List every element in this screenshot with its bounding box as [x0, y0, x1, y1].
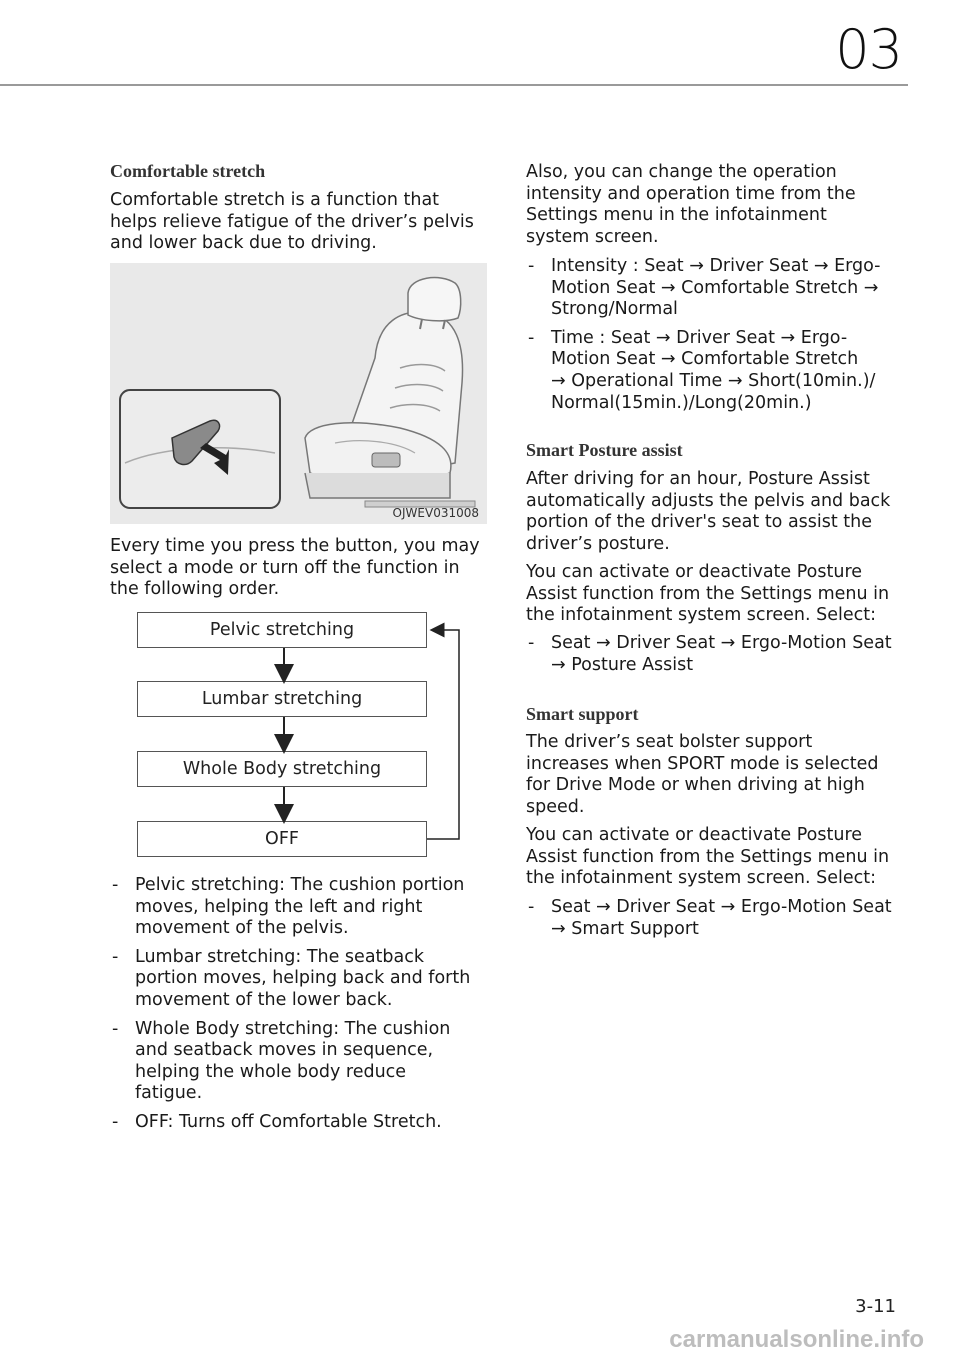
item-line: movement of the pelvis. — [135, 918, 349, 939]
item-line: Lumbar stretching: The seatback — [135, 946, 424, 967]
posture-line: driver’s posture. — [526, 533, 670, 554]
stretch-mode-flowchart — [137, 612, 467, 862]
posture-line: Assist function from the Settings menu in — [526, 583, 890, 604]
seat-illustration — [110, 263, 487, 524]
section-heading-smart-support: Smart support — [526, 704, 639, 724]
item-line: Motion Seat → Comfortable Stretch → — [551, 277, 879, 298]
section-heading-comfortable-stretch: Comfortable stretch — [110, 161, 266, 181]
support-select-path — [526, 897, 931, 940]
item-line: Strong/Normal — [551, 299, 678, 320]
list-item — [110, 947, 490, 1012]
support-line: the infotainment system screen. Select: — [526, 868, 876, 889]
header-rule — [0, 84, 908, 86]
posture-line: portion of the driver's seat to assist the — [526, 512, 873, 533]
item-line: fatigue. — [135, 1083, 203, 1104]
item-line: Motion Seat → Comfortable Stretch — [551, 349, 859, 370]
posture-select-path — [526, 633, 931, 676]
item-line: Seat → Driver Seat → Ergo-Motion Seat — [551, 897, 892, 917]
intro-line: Comfortable stretch is a function that — [110, 190, 440, 210]
posture-line: the infotainment system screen. Select: — [526, 605, 876, 626]
list-dash: - — [112, 1018, 119, 1039]
comfortable-stretch-intro — [110, 190, 490, 255]
figure-code: OJWEV031008 — [392, 506, 479, 520]
list-item — [110, 1019, 490, 1105]
posture-text-1 — [526, 469, 911, 555]
watermark: carmanualsonline.info — [669, 1326, 924, 1353]
support-line: You can activate or deactivate Posture — [526, 825, 863, 845]
posture-line: You can activate or deactivate Posture — [526, 562, 863, 582]
select-line: the following order. — [110, 579, 280, 600]
item-line: Pelvic stretching: The cushion portion — [135, 875, 465, 895]
list-dash: - — [112, 946, 119, 967]
list-dash: - — [112, 875, 119, 895]
also-line: Settings menu in the infotainment — [526, 205, 827, 226]
item-line: Time : Seat → Driver Seat → Ergo- — [551, 327, 848, 348]
seat-drawing — [110, 263, 487, 524]
support-line: The driver’s seat bolster support — [526, 732, 813, 752]
list-dash: - — [528, 327, 535, 348]
list-item — [110, 875, 490, 940]
support-text-1 — [526, 732, 911, 818]
also-line: system screen. — [526, 226, 659, 247]
list-dash: - — [528, 633, 535, 653]
select-line: select a mode or turn off the function in — [110, 557, 460, 578]
list-dash: - — [528, 897, 535, 917]
item-line: Intensity : Seat → Driver Seat → Ergo- — [551, 256, 881, 276]
flow-arrow-loop-back — [427, 630, 459, 839]
item-line: portion moves, helping back and forth — [135, 968, 471, 989]
list-dash: - — [528, 256, 535, 276]
item-line: movement of the lower back. — [135, 989, 393, 1010]
posture-line: automatically adjusts the pelvis and back — [526, 490, 891, 511]
support-line: speed. — [526, 796, 585, 817]
stretch-mode-list — [110, 875, 490, 1134]
section-heading-smart-posture: Smart Posture assist — [526, 440, 683, 460]
item-line: and seatback moves in sequence, — [135, 1040, 434, 1061]
item-line: → Operational Time → Short(10min.)/ — [551, 370, 876, 391]
item-line: → Posture Assist — [551, 654, 694, 675]
flow-box-whole-body: Whole Body stretching — [137, 751, 427, 787]
also-line: Also, you can change the operation — [526, 162, 837, 182]
support-text-2 — [526, 825, 911, 890]
item-line: Whole Body stretching: The cushion — [135, 1018, 451, 1039]
settings-list — [526, 256, 906, 414]
item-line: Normal(15min.)/Long(20min.) — [551, 392, 812, 413]
also-settings-text — [526, 162, 906, 248]
item-line: moves, helping the left and right — [135, 896, 423, 917]
item-line: Seat → Driver Seat → Ergo-Motion Seat — [551, 633, 892, 653]
select-line: Every time you press the button, you may — [110, 536, 480, 556]
flow-box-off: OFF — [137, 821, 427, 857]
list-item — [526, 256, 906, 321]
chapter-number: 03 — [835, 18, 902, 81]
flow-box-lumbar: Lumbar stretching — [137, 681, 427, 717]
intro-line: helps relieve fatigue of the driver’s pelvis — [110, 211, 474, 232]
support-line: for Drive Mode or when driving at high — [526, 775, 865, 796]
support-line: Assist function from the Settings menu in — [526, 846, 890, 867]
page-number: 3-11 — [855, 1296, 896, 1317]
list-item — [526, 328, 906, 414]
item-line: helping the whole body reduce — [135, 1061, 407, 1082]
posture-line: After driving for an hour, Posture Assist — [526, 469, 870, 489]
select-mode-text — [110, 536, 490, 601]
posture-text-2 — [526, 562, 911, 627]
item-line: OFF: Turns off Comfortable Stretch. — [135, 1111, 442, 1132]
list-dash: - — [112, 1111, 119, 1132]
intro-line: and lower back due to driving. — [110, 233, 377, 254]
item-line: → Smart Support — [551, 918, 699, 939]
list-item — [110, 1112, 490, 1134]
flow-arrows — [137, 612, 467, 862]
also-line: intensity and operation time from the — [526, 183, 856, 204]
flow-box-pelvic: Pelvic stretching — [137, 612, 427, 648]
support-line: increases when SPORT mode is selected — [526, 753, 879, 774]
